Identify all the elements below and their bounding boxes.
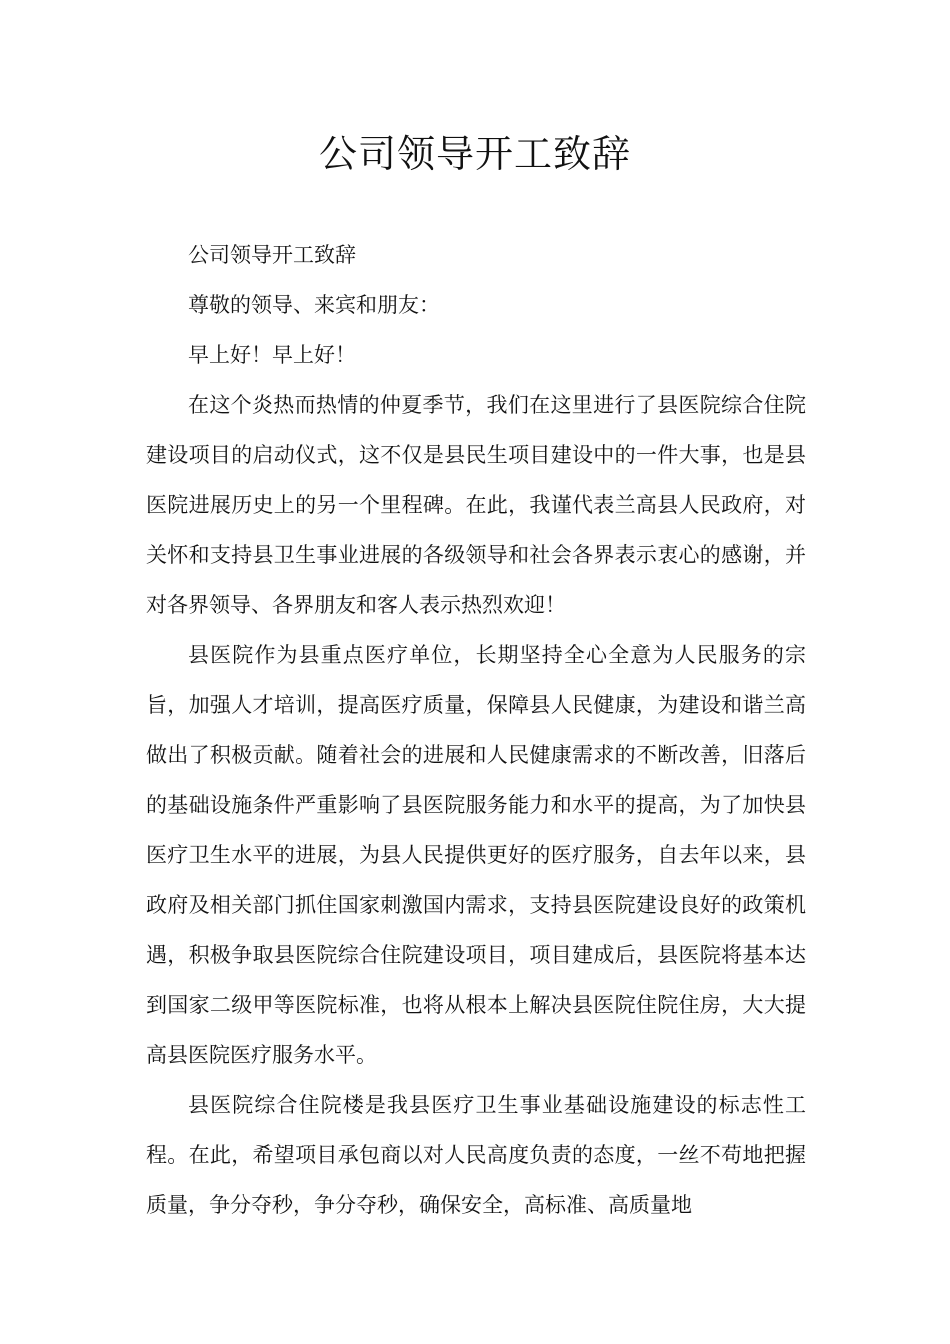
- document-body: [146, 230, 806, 1230]
- paragraph-salutation: 尊敬的领导、来宾和朋友：: [188, 293, 440, 317]
- paragraph-subtitle: 公司领导开工致辞: [188, 243, 356, 267]
- paragraph-body: 县医院作为县重点医疗单位，长期坚持全心全意为人民服务的宗旨，加强人才培训，提高医疗质量，保障县人民健康，为建设和谐兰高做出了积极贡献。随着社会的进展和人民健康需求的不断改善，旧落后的基础设施条件严重影响了县医院服务能力和水平的提高，为了加快县医疗卫生水平的进展，为县人民提供更好的医疗服务，自去年以来，县政府及相关部门抓住国家刺激国内需求，支持县医院建设良好的政策机遇，积极争取县医院综合住院建设项目，项目建成后，县医院将基本达到国家二级甲等医院标准，也将从根本上解决县医院住院住房，大大提高县医院医疗服务水平。: [146, 643, 806, 1067]
- document-title: 公司领导开工致辞: [318, 132, 631, 176]
- paragraph-body: 县医院综合住院楼是我县医疗卫生事业基础设施建设的标志性工程。在此，希望项目承包商以对人民高度负责的态度，一丝不苟地把握质量，争分夺秒，争分夺秒，确保安全，高标准、高质量地: [146, 1093, 806, 1217]
- paragraph-body: 在这个炎热而热情的仲夏季节，我们在这里进行了县医院综合住院建设项目的启动仪式，这不仅是县民生项目建设中的一件大事，也是县医院进展历史上的另一个里程碑。在此，我谨代表兰高县人民政府，对关怀和支持县卫生事业进展的各级领导和社会各界表示衷心的感谢，并对各界领导、各界朋友和客人表示热烈欢迎！: [146, 393, 806, 617]
- paragraph-greeting: 早上好！早上好！: [188, 343, 356, 367]
